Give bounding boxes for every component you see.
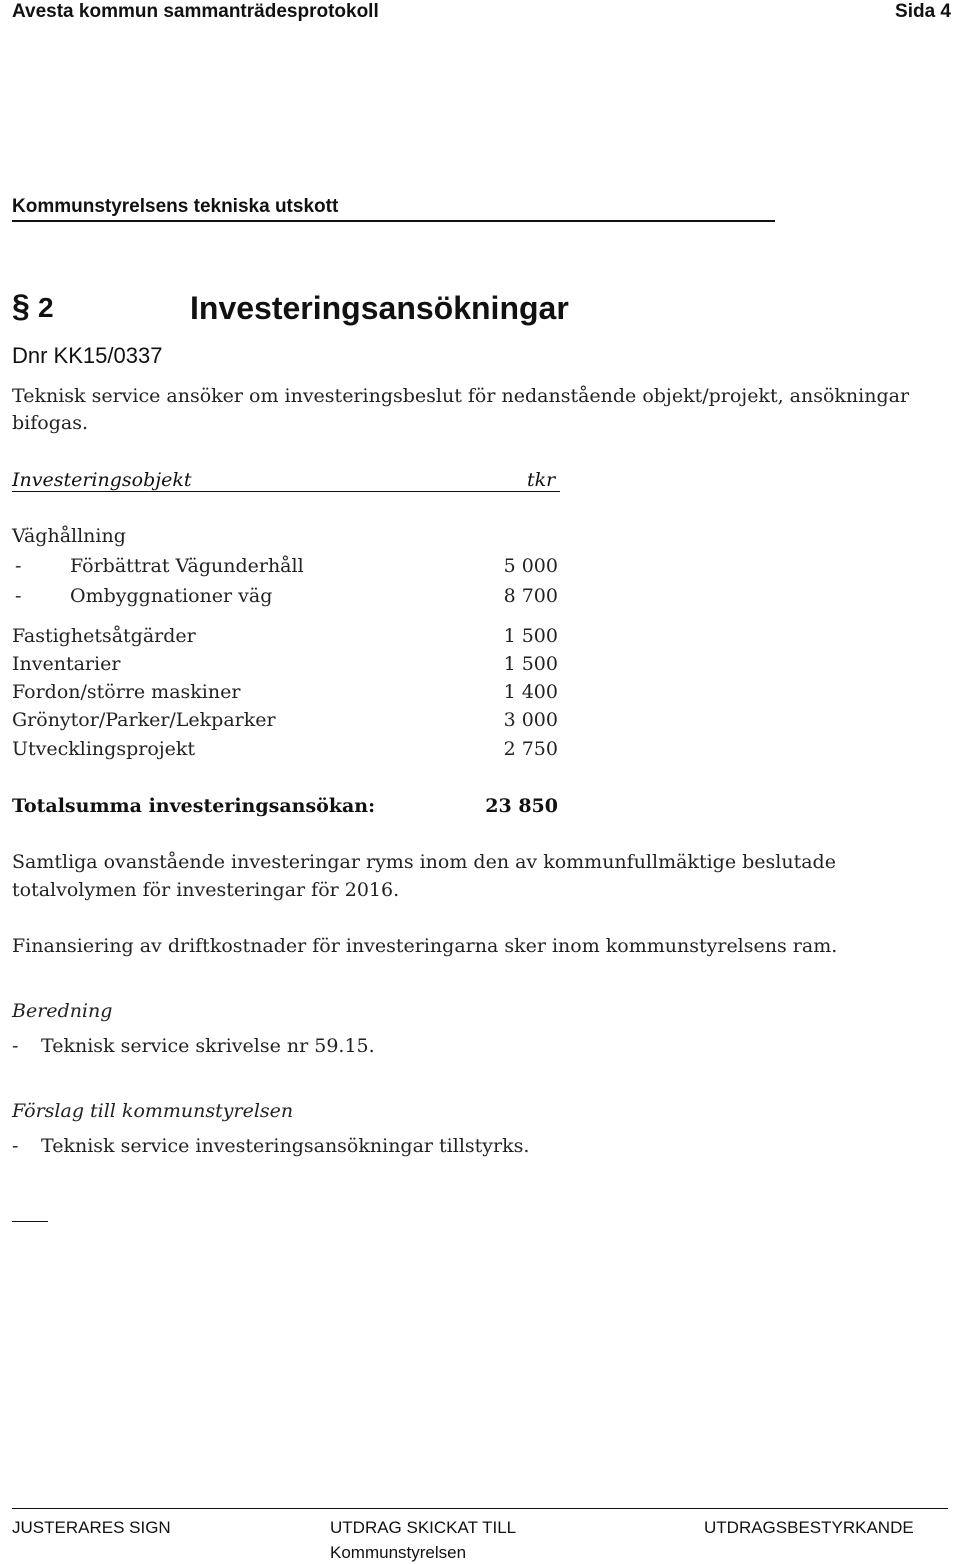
group-label: Väghållning [12,525,126,547]
paragraph-sign: § [12,288,30,324]
committee-name: Kommunstyrelsens tekniska utskott [12,196,339,217]
beredning-heading: Beredning [12,1000,113,1022]
footer-utdragsbestyrkande: UTDRAGSBESTYRKANDE [704,1518,914,1537]
subrow-label: Ombyggnationer väg [70,585,273,607]
row-value: 2 750 [503,738,558,760]
intro-line-2: bifogas. [12,412,88,434]
table-row [12,738,560,764]
document-header-title: Avesta kommun sammanträdesprotokoll [12,1,379,22]
row-label: Grönytor/Parker/Lekparker [12,709,276,731]
table-header-amount: tkr [527,469,556,491]
committee-underline [12,220,775,222]
table-row [12,681,560,707]
subrow-label: Förbättrat Vägunderhåll [70,555,304,577]
table-header-object: Investeringsobjekt [12,469,192,491]
footer-justerares-sign: JUSTERARES SIGN [12,1518,171,1537]
subrow-value: 8 700 [503,585,558,607]
total-label: Totalsumma investeringsansökan: [12,795,376,817]
row-value: 1 500 [503,653,558,675]
footer-utdrag-skickat-till: UTDRAG SKICKAT TILL [330,1518,517,1537]
footer-rule [12,1508,948,1509]
beredning-item-text: Teknisk service skrivelse nr 59.15. [41,1035,375,1057]
intro-line-1: Teknisk service ansöker om investeringsbeslut för nedanstående objekt/projekt, ansökningar [12,385,910,407]
list-dash: - [12,1035,19,1057]
row-value: 1 400 [503,681,558,703]
table-subrow [12,555,560,581]
paragraph-title: Investeringsansökningar [190,290,569,326]
beredning-item [12,1035,375,1057]
proposal-heading: Förslag till kommunstyrelsen [12,1100,294,1122]
paragraph-number: 2 [38,292,54,323]
row-label: Fordon/större maskiner [12,681,241,703]
list-dash: - [15,555,22,577]
table-subrow [12,585,560,611]
body-paragraph-2: Finansiering av driftkostnader för investeringarna sker inom kommunstyrelsens ram. [12,935,838,957]
list-dash: - [12,1135,19,1157]
row-value: 3 000 [503,709,558,731]
proposal-item [12,1135,529,1157]
page-number: Sida 4 [895,1,951,22]
total-value: 23 850 [485,795,558,817]
row-label: Inventarier [12,653,121,675]
body-paragraph-1-line-2: totalvolymen för investeringar för 2016. [12,879,400,901]
footer-recipient: Kommunstyrelsen [330,1543,467,1562]
body-paragraph-1-line-1: Samtliga ovanstående investeringar ryms inom den av kommunfullmäktige beslutade [12,851,836,873]
table-row [12,709,560,735]
list-dash: - [15,585,22,607]
row-label: Fastighetsåtgärder [12,625,196,647]
table-row [12,625,560,651]
table-group-row [12,525,560,551]
table-row [12,653,560,679]
case-number: Dnr KK15/0337 [12,343,163,368]
table-header-rule [12,491,560,492]
subrow-value: 5 000 [503,555,558,577]
section-end-rule [12,1221,48,1222]
proposal-item-text: Teknisk service investeringsansökningar tillstyrks. [41,1135,530,1157]
row-value: 1 500 [503,625,558,647]
row-label: Utvecklingsprojekt [12,738,196,760]
